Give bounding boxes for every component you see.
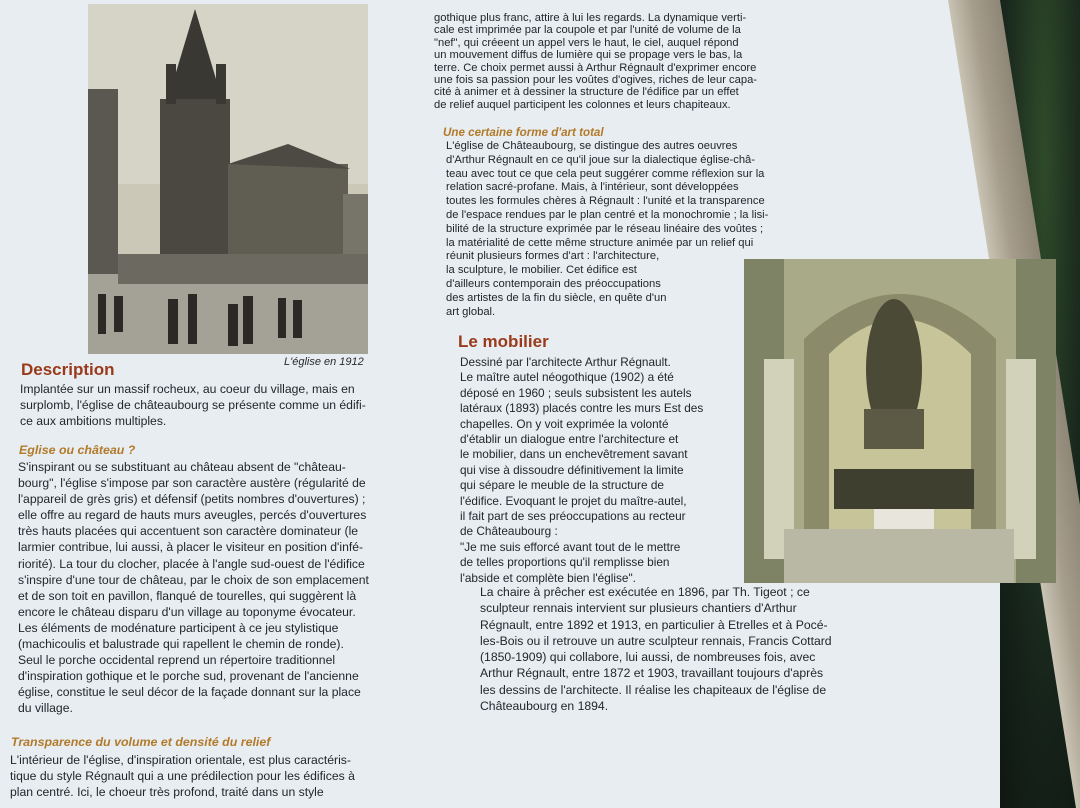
text-line: et de son toit en pavillon, flanqué de tourelles, qui suggèrent là	[18, 588, 357, 603]
church-1912-photo	[88, 4, 368, 354]
text-line: Seul le porche occidental reprend un répertoire traditionnel	[18, 653, 336, 668]
text-line: teau avec tout ce que cela peut suggérer comme réflexion sur la	[446, 167, 765, 180]
text-line: cale est imprimée par la coupole et par l'unité de volume de la	[434, 24, 741, 37]
text-line: tique du style Régnault qui a une prédilection pour les édifices à	[10, 769, 355, 784]
text-line: du village.	[18, 701, 73, 716]
church-illustration	[88, 4, 368, 354]
text-line: une fois sa passion pour les voûtes d'ogives, riches de leur capa-	[434, 74, 758, 87]
text-line: La chaire à prêcher est exécutée en 1896, par Th. Tigeot ; ce	[480, 585, 810, 599]
text-line: Les éléments de modénature participent à ce jeu stylistique	[18, 620, 339, 635]
text-line: bourg", l'église s'impose par son caractère austère (régularité de	[18, 476, 366, 491]
text-line: Dessiné par l'architecte Arthur Régnault.	[460, 355, 671, 369]
text-line: L'église de Châteaubourg, se distingue des autres oeuvres	[446, 140, 738, 152]
text-line: s'inspire d'une tour de château, par le choix de son emplacement	[18, 572, 369, 587]
description-heading: Description	[21, 360, 115, 379]
text-line: surplomb, l'église de châteaubourg se présente comme un édifi-	[20, 398, 366, 413]
mobilier-text	[460, 355, 703, 586]
text-line: S'inspirant ou se substituant au château absent de "château-	[18, 460, 346, 474]
text-line: ce aux ambitions multiples.	[20, 414, 167, 429]
text-line: sculpteur rennais intervient sur plusieurs chantiers d'Arthur	[480, 601, 797, 616]
text-line: encore le château disparu d'un village au toponyme évocateur.	[18, 604, 356, 619]
text-line: déposé en 1960 ; seuls subsistent les autels	[460, 385, 692, 400]
text-line: de telles proportions qu'il remplisse bien	[460, 555, 670, 570]
text-line: riorité). La tour du clocher, placée à l'angle sud-ouest de l'édifice	[18, 556, 365, 571]
text-line: Châteaubourg en 1894.	[480, 699, 609, 714]
text-line: "nef", qui créeent un appel vers le haut, le ciel, auquel répond	[434, 36, 739, 49]
text-line: cité à animer et à dessiner la structure de l'édifice par un effet	[434, 86, 739, 99]
text-line: réunit plusieurs formes d'art : l'architecture,	[446, 250, 660, 263]
text-line: d'Arthur Régnault en ce qu'il joue sur la dialectique église-châ-	[446, 153, 756, 166]
text-line: la matérialité de cette même structure animée par un relief qui	[446, 236, 754, 249]
text-line: l'édifice. Evoquant le projet du maître-autel,	[460, 493, 687, 508]
text-line: un mouvement diffus de lumière qui se propage vers le bas, la	[434, 49, 743, 62]
text-line: l'appareil de grès gris) et défensif (petits nombres d'ouvertures) ;	[18, 492, 366, 507]
text-line: il fait part de ses préoccupations au recteur	[460, 509, 686, 524]
text-line: l'abside et complète bien l'église".	[460, 570, 636, 585]
text-line: elle offre au regard de hauts murs aveugles, percés d'ouvertures	[18, 508, 367, 523]
text-line: d'établir un dialogue entre l'architecture et	[460, 432, 679, 447]
text-line: L'intérieur de l'église, d'inspiration orientale, est plus caractéris-	[10, 753, 351, 767]
text-line: des artistes de la fin du siècle, en quête d'un	[446, 291, 667, 304]
altar-illustration	[744, 259, 1056, 583]
text-line: "Je me suis efforcé avant tout de le mettre	[460, 539, 681, 554]
text-line: les dessins de l'architecte. Il réalise les chapiteaux de l'église de	[480, 682, 827, 697]
description-text	[20, 381, 366, 429]
altar-photo	[744, 259, 1056, 583]
text-line: les-Bois ou il retrouve un autre sculpteur rennais, Francis Cottard	[480, 633, 832, 648]
text-line: relation sacré-profane. Mais, à l'intérieur, sont développées	[446, 181, 739, 194]
transparence-heading: Transparence du volume et densité du relief	[11, 735, 271, 749]
text-line: Le maître autel néogothique (1902) a été	[460, 370, 674, 385]
eglise-chateau-heading: Eglise ou château ?	[19, 443, 136, 457]
text-line: art global.	[446, 305, 496, 318]
text-line: très hauts placées qui accentuent son caractère dominateur (le	[18, 524, 359, 539]
text-line: Régnault, entre 1892 et 1913, en particulier à Etrelles et à Pocé-	[480, 617, 828, 632]
art-total-text	[446, 140, 768, 319]
mobilier-text-full	[480, 584, 832, 714]
art-total-heading: Une certaine forme d'art total	[443, 126, 604, 139]
text-line: Arthur Régnault, entre 1872 et 1903, travaillant toujours d'après	[480, 666, 824, 681]
text-line: qui sépare le meuble de la structure de	[460, 478, 664, 493]
text-line: qui vise à dissoudre définitivement la limite	[460, 462, 684, 477]
eglise-chateau-text	[18, 459, 369, 717]
text-line: église, constitue le seul décor de la façade donnant sur la place	[18, 685, 361, 700]
text-line: Implantée sur un massif rocheux, au coeur du village, mais en	[20, 382, 355, 396]
text-line: bilité de la structure exprimée par le réseau linéaire des voûtes ;	[446, 222, 764, 235]
mobilier-heading: Le mobilier	[458, 332, 549, 351]
text-line: d'inspiration gothique et le porche sud, provenant de l'ancienne	[18, 669, 359, 684]
text-line: (machicoulis et balustrade qui rapellent le chemin de ronde).	[18, 637, 344, 652]
text-line: plan centré. Ici, le choeur très profond, traité dans un style	[10, 785, 324, 800]
text-line: latéraux (1893) placés contre les murs Est des	[460, 401, 704, 416]
intro-right-text	[434, 12, 757, 111]
text-line: d'ailleurs contemporain des préoccupations	[446, 277, 661, 290]
text-line: de relief auquel participent les colonnes et leurs chapiteaux.	[434, 98, 731, 111]
text-line: de Châteaubourg :	[460, 524, 558, 539]
text-line: la sculpture, le mobilier. Cet édifice est	[446, 264, 637, 277]
text-line: toutes les formules chères à Régnault : l'unité et la transparence	[446, 195, 765, 208]
text-line: (1850-1909) qui collabore, lui aussi, de nombreuses fois, avec	[480, 650, 816, 665]
photo-caption: L'église en 1912	[284, 356, 364, 368]
text-line: de l'espace rendues par le plan centré et la monochromie ; la lisi-	[446, 208, 769, 221]
text-line: gothique plus franc, attire à lui les regards. La dynamique verti-	[434, 12, 747, 24]
text-line: larmier contribue, lui aussi, à placer le visiteur en position d'infé-	[18, 540, 364, 555]
transparence-text	[10, 752, 355, 800]
text-line: terre. Ce choix permet aussi à Arthur Régnault d'exprimer encore	[434, 61, 757, 74]
text-line: chapelles. On y voit exprimée la volonté	[460, 416, 669, 431]
text-line: le mobilier, dans un enchevêtrement savant	[460, 447, 688, 462]
